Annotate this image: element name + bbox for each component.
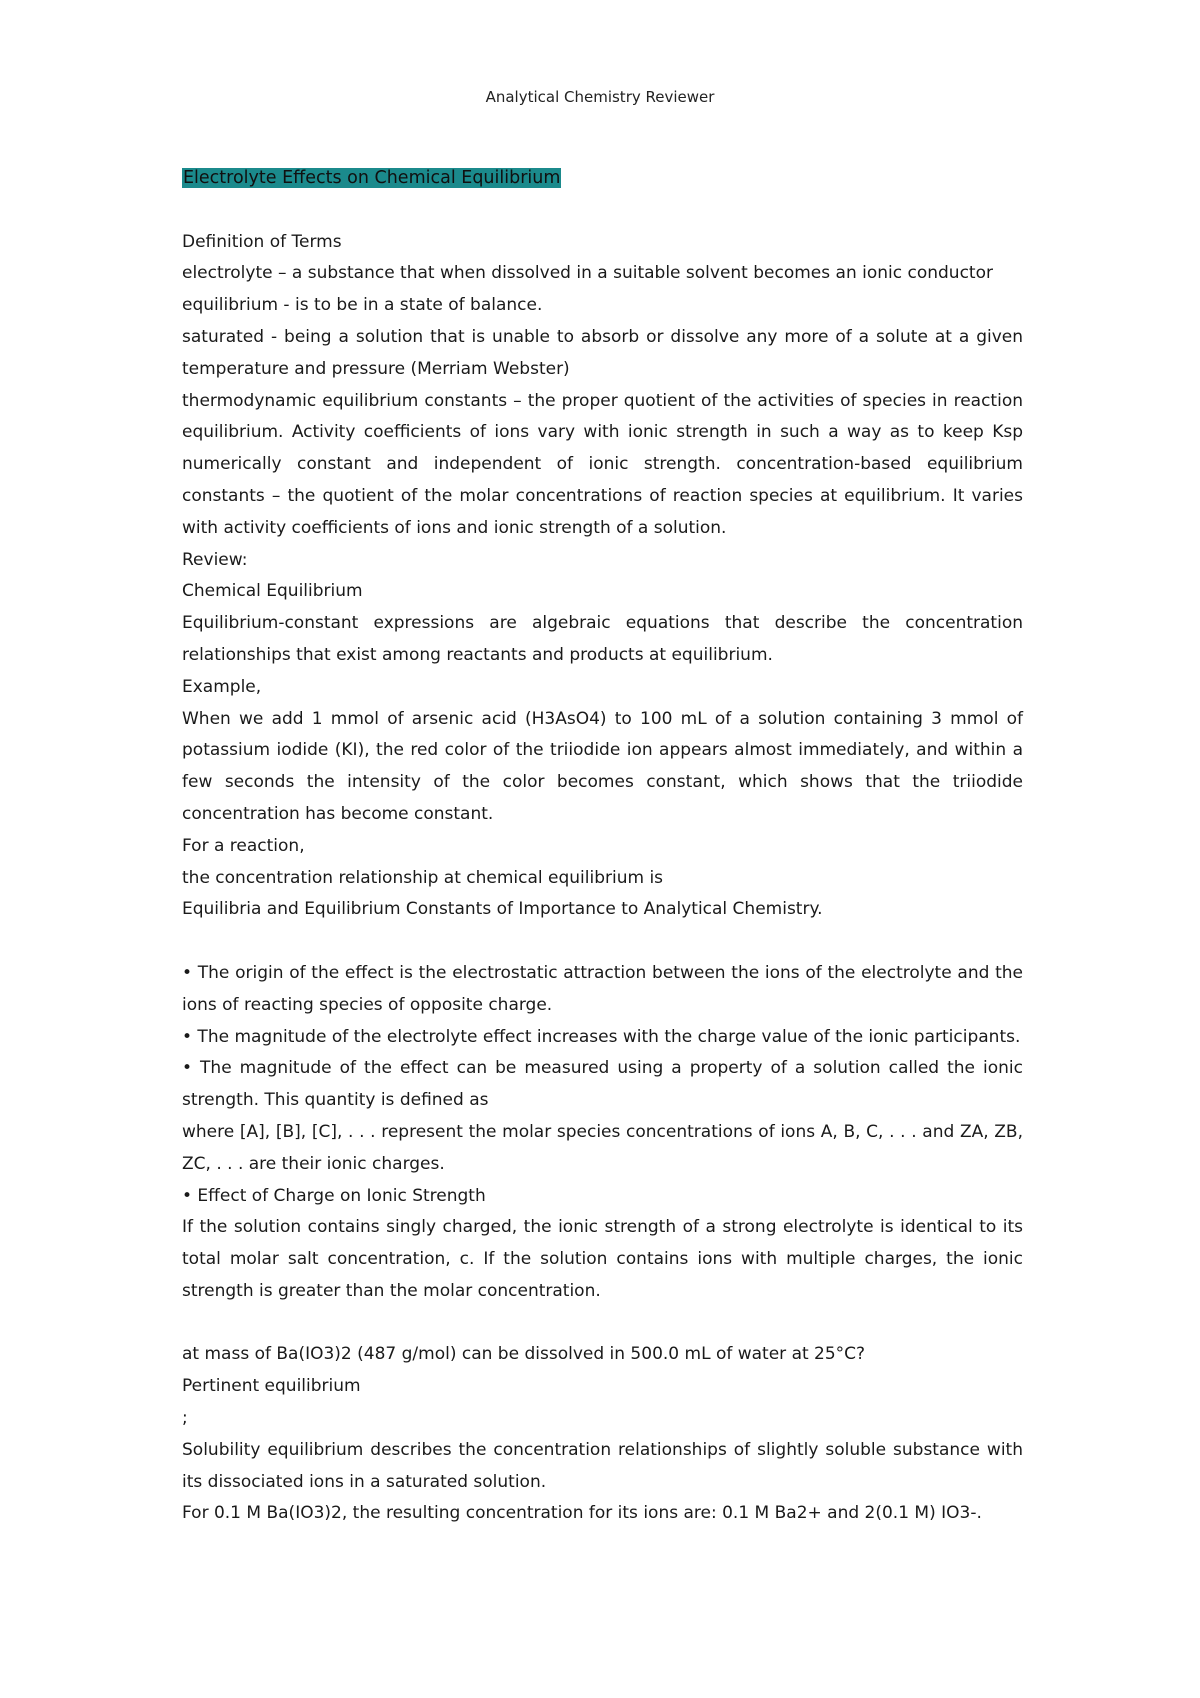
chemical-equilibrium-heading: Chemical Equilibrium (182, 581, 363, 602)
example-label: Example, (182, 676, 262, 697)
pertinent-label: Pertinent equilibrium (182, 1376, 361, 1397)
equilibrium-constant-paragraph: Equilibrium-constant expressions are algebraic equations that describe the concentration relationships that exist among reactants and products at equilibrium. (182, 613, 1023, 665)
definition-saturated: saturated - being a solution that is unable to absorb or dissolve any more of a solute at a given temperature and pressure (Merriam Webster) (182, 326, 1023, 379)
definition-thermodynamic: thermodynamic equilibrium constants – the proper quotient of the activities of species in reaction equilibrium. Activity coefficients of ions vary with ionic strength in such a way as to keep Ksp numerically constant and independent of ionic strength. concentration-based equilibrium constants – the quotient of the molar concentrations of reaction species at equilibrium. It varies with activity coefficients of ions and ionic strength of a solution. (182, 390, 1023, 538)
final-line: For 0.1 M Ba(IO3)2, the resulting concentration for its ions are: 0.1 M Ba2+ and 2(0.1 M) IO3-. (182, 1503, 982, 1524)
solubility-paragraph: Solubility equilibrium describes the concentration relationships of slightly soluble substance with its dissociated ions in a saturated solution. (182, 1439, 1023, 1492)
blank-line (182, 1308, 1023, 1340)
equilibria-heading: Equilibria and Equilibrium Constants of Importance to Analytical Chemistry. (182, 899, 823, 920)
document-body (182, 163, 1023, 1530)
blank-line (182, 926, 1023, 958)
section-title: Electrolyte Effects on Chemical Equilibrium (183, 168, 561, 188)
bullet-magnitude: • The magnitude of the electrolyte effect increases with the charge value of the ionic participants. (182, 1026, 1021, 1047)
charge-paragraph: If the solution contains singly charged, the ionic strength of a strong electrolyte is identical to its total molar salt concentration, c. If the solution contains ions with multiple charges, the ionic strength is greater than the molar concentration. (182, 1217, 1023, 1301)
blank-line (182, 195, 1023, 227)
example-paragraph: When we add 1 mmol of arsenic acid (H3AsO4) to 100 mL of a solution containing 3 mmol of potassium iodide (KI), the red color of the triiodide ion appears almost immediately, and within a few seconds the intensity of the color becomes constant, which shows that the triiodide concentration has become constant. (182, 708, 1023, 824)
question-line: at mass of Ba(IO3)2 (487 g/mol) can be dissolved in 500.0 mL of water at 25°C? (182, 1344, 866, 1365)
concentration-relationship-line: the concentration relationship at chemical equilibrium is (182, 867, 664, 888)
bullet-measured: • The magnitude of the effect can be measured using a property of a solution called the ionic strength. This quantity is defined as (182, 1058, 1023, 1111)
bullet-origin: • The origin of the effect is the electrostatic attraction between the ions of the electrolyte and the ions of reacting species of opposite charge. (182, 962, 1023, 1015)
where-paragraph: where [A], [B], [C], . . . represent the molar species concentrations of ions A, B, C, . . . and ZA, ZB, ZC, . . . are their ionic charges. (182, 1121, 1023, 1174)
definition-equilibrium: equilibrium - is to be in a state of balance. (182, 295, 543, 316)
review-label: Review: (182, 549, 248, 570)
section-title-line (182, 163, 1023, 195)
semicolon-line: ; (182, 1408, 188, 1429)
for-reaction-line: For a reaction, (182, 835, 305, 856)
bullet-charge: • Effect of Charge on Ionic Strength (182, 1185, 486, 1206)
definitions-heading: Definition of Terms (182, 231, 342, 252)
running-header: Analytical Chemistry Reviewer (485, 88, 715, 106)
definition-electrolyte: electrolyte – a substance that when dissolved in a suitable solvent becomes an ionic conductor (182, 263, 993, 284)
